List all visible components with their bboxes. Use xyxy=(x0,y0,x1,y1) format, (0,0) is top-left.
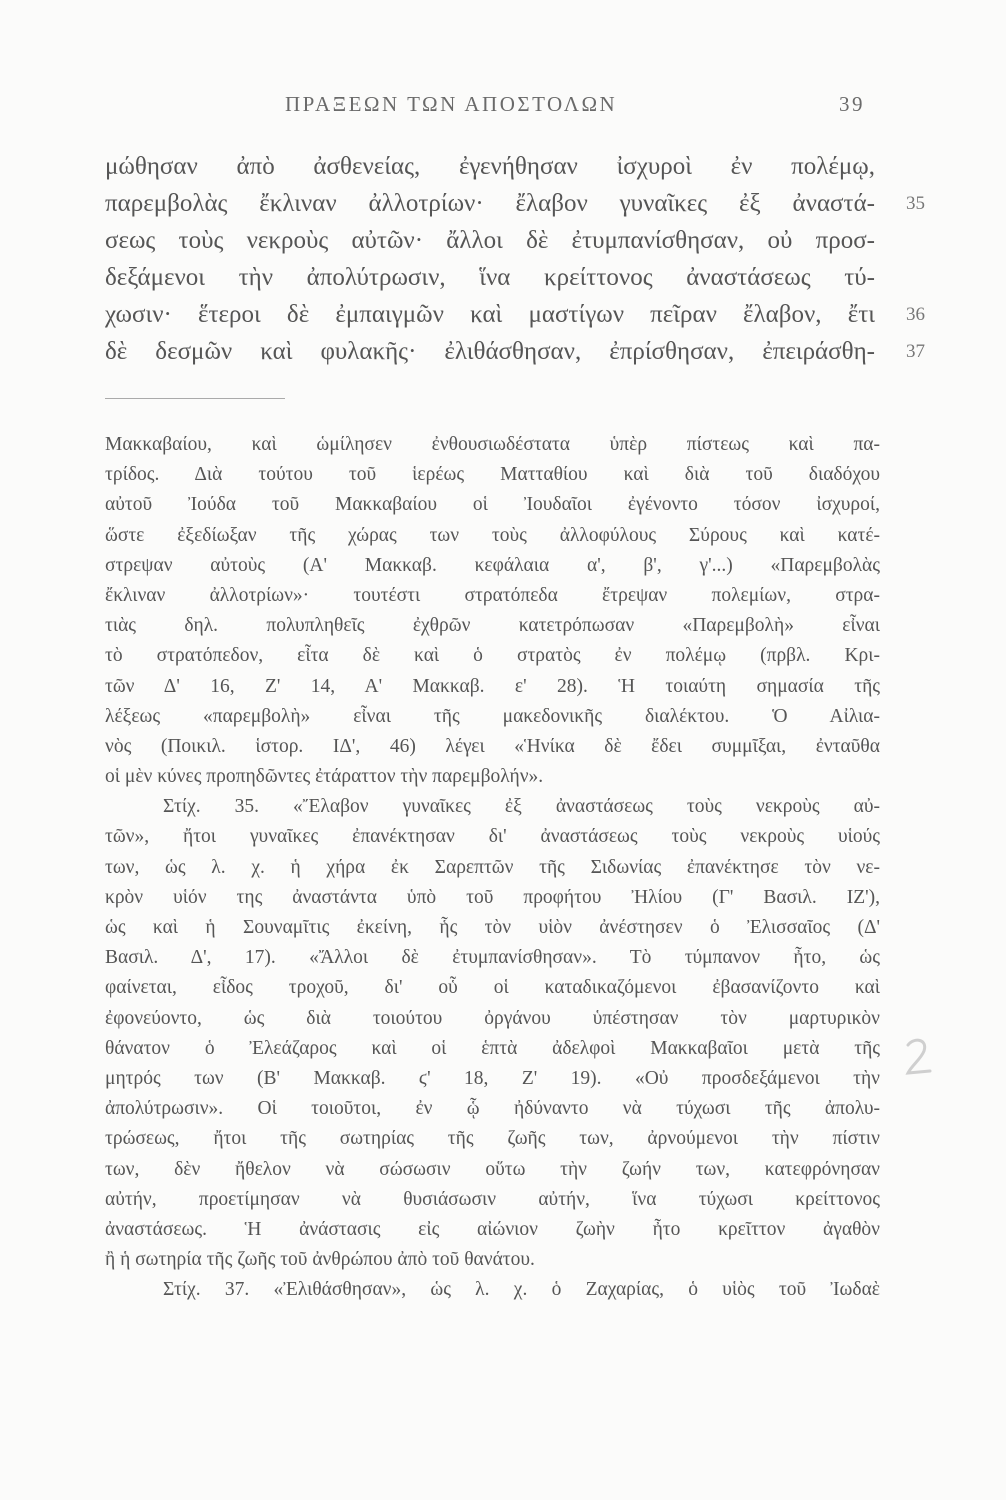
verse-line xyxy=(105,296,925,333)
note-line: λέξεως «παρεμβολὴ» εἶναι τῆς μακεδονικῆς διαλέκτου. Ὁ Αἰλια- xyxy=(105,705,880,727)
note-line: κρὸν υἱόν της ἀναστάντα ὑπὸ τοῦ προφήτου Ἠλίου (Γ' Βασιλ. ΙΖ'), xyxy=(105,886,880,908)
note-line: των, ὡς λ. χ. ἡ χήρα ἐκ Σαρεπτῶν τῆς Σιδωνίας ἐπανέκτησε τὸν νε- xyxy=(105,856,880,878)
verse-line-text: δὲ δεσμῶν καὶ φυλακῆς· ἐλιθάσθησαν, ἐπρίσθησαν, ἐπειράσθη- xyxy=(105,338,875,365)
verse-line xyxy=(105,222,925,259)
note-line: των, δὲν ἤθελον νὰ σώσωσιν οὕτω τὴν ζωήν των, κατεφρόνησαν xyxy=(105,1158,880,1180)
note-line: αὐτήν, προετίμησαν νὰ θυσιάσωσιν αὐτήν, ἵνα τύχωσι κρείττονος xyxy=(105,1188,880,1210)
note-line: ἀναστάσεως. Ἡ ἀνάστασις εἰς αἰώνιον ζωὴν ἦτο κρεῖττον ἀγαθὸν xyxy=(105,1218,880,1240)
scripture-text xyxy=(105,148,925,370)
note-line: ἐφονεύοντο, ὡς διὰ τοιούτου ὀργάνου ὑπέστησαν τὸν μαρτυρικὸν xyxy=(105,1007,880,1029)
verse-number: 37 xyxy=(906,341,925,362)
verse-line xyxy=(105,259,925,296)
note-line: τρώσεως, ἤτοι τῆς σωτηρίας τῆς ζωῆς των, ἀρνούμενοι τὴν πίστιν xyxy=(105,1128,880,1150)
running-title: ΠΡΑΞΕΩΝ ΤΩΝ ΑΠΟΣΤΟΛΩΝ xyxy=(285,92,618,116)
page-number: 39 xyxy=(839,92,865,116)
note-line: ὥστε ἐξεδίωξαν τῆς χώρας των τοὺς ἀλλοφύλους Σύρους καὶ κατέ- xyxy=(105,524,880,546)
note-line: στρεψαν αὐτοὺς (Α' Μακκαβ. κεφάλαια α', β', γ'...) «Παρεμβολὰς xyxy=(105,554,880,576)
note-line: νὸς (Ποικιλ. ἱστορ. ΙΔ', 46) λέγει «Ἡνίκα δὲ ἔδει συμμῖξαι, ἐνταῦθα xyxy=(105,735,880,757)
verse-line-text: χωσιν· ἕτεροι δὲ ἐμπαιγμῶν καὶ μαστίγων πεῖραν ἔλαβον, ἔτι xyxy=(105,301,875,328)
note-line: Στίχ. 35. «Ἔλαβον γυναῖκες ἐξ ἀναστάσεως τοὺς νεκροὺς αὐ- xyxy=(163,796,880,818)
note-line: τρίδος. Διὰ τούτου τοῦ ἱερέως Ματταθίου καὶ διὰ τοῦ διαδόχου xyxy=(105,464,880,486)
pencil-mark xyxy=(902,1035,936,1081)
running-header xyxy=(285,92,865,120)
footnote-separator xyxy=(105,398,285,399)
note-line: φαίνεται, εἶδος τροχοῦ, δι' οὗ οἱ καταδικαζόμενοι ἐβασανίζοντο καὶ xyxy=(105,977,880,999)
verse-number: 35 xyxy=(906,193,925,214)
note-line: ἢ ἡ σωτηρία τῆς ζωῆς τοῦ ἀνθρώπου ἀπὸ τοῦ θανάτου. xyxy=(105,1249,535,1271)
note-line: οἱ μὲν κύνες προπηδῶντες ἐτάραττον τὴν παρεμβολήν». xyxy=(105,766,544,788)
note-line: ἀπολύτρωσιν». Οἱ τοιοῦτοι, ἐν ᾧ ἠδύναντο νὰ τύχωσι τῆς ἀπολυ- xyxy=(105,1098,880,1120)
note-line: αὐτοῦ Ἰούδα τοῦ Μακκαβαίου οἱ Ἰουδαῖοι ἐγένοντο τόσον ἰσχυροί, xyxy=(105,494,880,516)
verse-number: 36 xyxy=(906,304,925,325)
note-line: τῶν Δ' 16, Ζ' 14, Α' Μακκαβ. ε' 28). Ἡ τοιαύτη σημασία τῆς xyxy=(105,675,880,697)
note-line: ἔκλιναν ἀλλοτρίων»· τουτέστι στρατόπεδα ἔτρεψαν πολεμίων, στρα- xyxy=(105,584,880,606)
note-line: Μακκαβαίου, καὶ ὡμίλησεν ἐνθουσιωδέστατα ὑπὲρ πίστεως καὶ πα- xyxy=(105,434,880,455)
verse-line xyxy=(105,333,925,370)
verse-line-text: δεξάμενοι τὴν ἀπολύτρωσιν, ἵνα κρείττονος ἀναστάσεως τύ- xyxy=(105,264,875,291)
note-line: τὸ στρατόπεδον, εἶτα δὲ καὶ ὁ στρατὸς ἐν πολέμῳ (πρβλ. Κρι- xyxy=(105,645,880,667)
verse-line xyxy=(105,185,925,222)
verse-line-text: παρεμβολὰς ἔκλιναν ἀλλοτρίων· ἔλαβον γυναῖκες ἐξ ἀναστά- xyxy=(105,190,875,217)
note-line: τῶν», ἤτοι γυναῖκες ἐπανέκτησαν δι' ἀναστάσεως τοὺς νεκροὺς υἱούς xyxy=(105,826,880,848)
verse-line xyxy=(105,148,925,185)
note-line: Στίχ. 37. «Ἐλιθάσθησαν», ὡς λ. χ. ὁ Ζαχαρίας, ὁ υἱὸς τοῦ Ἰωδαὲ xyxy=(163,1279,880,1301)
commentary-notes xyxy=(105,430,880,1305)
note-line: θάνατον ὁ Ἐλεάζαρος καὶ οἱ ἑπτὰ ἀδελφοὶ Μακκαβαῖοι μετὰ τῆς xyxy=(105,1037,880,1059)
note-line: Βασιλ. Δ', 17). «Ἄλλοι δὲ ἐτυμπανίσθησαν». Τὸ τύμπανον ἦτο, ὡς xyxy=(105,947,880,969)
verse-line-text: μώθησαν ἀπὸ ἀσθενείας, ἐγενήθησαν ἰσχυροὶ ἐν πολέμῳ, xyxy=(105,153,875,180)
note-line: μητρός των (Β' Μακκαβ. ϛ' 18, Ζ' 19). «Οὐ προσδεξάμενοι τὴν xyxy=(105,1067,880,1089)
note-line: τιὰς δηλ. πολυπληθεῖς ἐχθρῶν κατετρόπωσαν «Παρεμβολὴ» εἶναι xyxy=(105,615,880,637)
verse-line-text: σεως τοὺς νεκροὺς αὐτῶν· ἄλλοι δὲ ἐτυμπανίσθησαν, οὐ προσ- xyxy=(105,227,875,254)
note-line: ὡς καὶ ἡ Σουναμῖτις ἐκείνη, ἧς τὸν υἱὸν ἀνέστησεν ὁ Ἐλισσαῖος (Δ' xyxy=(105,917,880,938)
